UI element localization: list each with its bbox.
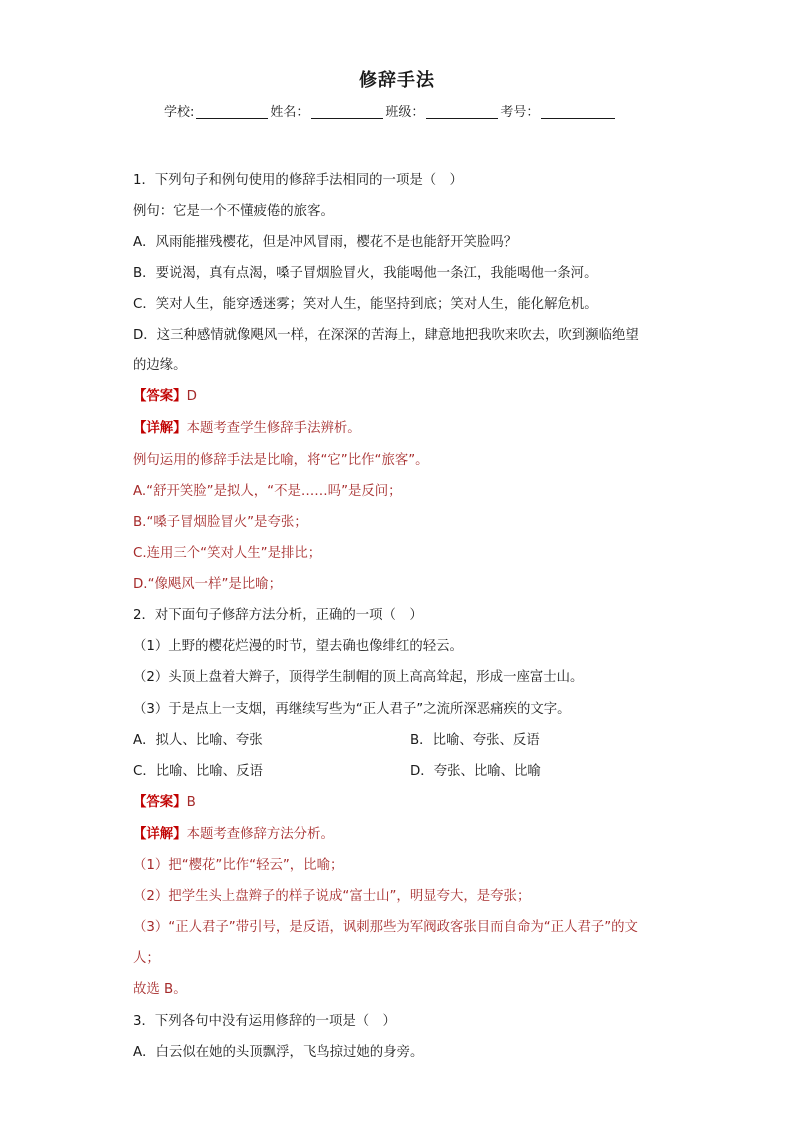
q2-sentence: （1）上野的樱花烂漫的时节，望去确也像绯红的轻云。 [133,639,463,654]
q2-detail [133,825,334,845]
student-info-line [164,101,617,120]
q1-stem: 1．下列句子和例句使用的修辞手法相同的一项是（ ） [133,173,463,188]
class-label: 班级： [385,105,425,120]
school-label: 学校: [164,105,195,120]
answer-value: B [186,795,196,810]
q2-sentence: （3）于是点上一支烟，再继续写些为“正人君子”之流所深恶痛疾的文字。 [133,702,571,717]
q2-stem: 2．对下面句子修辞方法分析，正确的一项（ ） [133,608,423,623]
school-blank[interactable] [196,104,268,119]
q1-detail-line: 例句运用的修辞手法是比喻，将“它”比作“旅客”。 [133,453,429,468]
q1-option-b: B．要说渴，真有点渴，嗓子冒烟脸冒火，我能喝他一条江，我能喝他一条河。 [133,266,598,281]
q1-option-d-cont: 的边缘。 [133,358,187,373]
q1-detail-line: D.“像飓风一样”是比喻； [133,577,282,592]
answer-value: D [186,389,197,404]
detail-label: 【详解】 [133,421,187,436]
detail-intro: 本题考查学生修辞手法辨析。 [186,421,361,436]
q1-option-c: C．笑对人生，能穿透迷雾；笑对人生，能坚持到底；笑对人生，能化解危机。 [133,297,598,312]
name-label: 姓名： [270,105,310,120]
exam-no-label: 考号： [500,105,540,120]
q1-detail [133,419,361,439]
detail-intro: 本题考查修辞方法分析。 [186,827,334,842]
exam-no-blank[interactable] [541,104,615,119]
class-blank[interactable] [426,104,498,119]
q1-detail-line: C.连用三个“笑对人生”是排比； [133,546,322,561]
answer-label: 【答案】 [133,389,187,404]
detail-label: 【详解】 [133,827,187,842]
answer-label: 【答案】 [133,795,187,810]
q3-option-a: A．白云似在她的头顶飘浮，飞鸟掠过她的身旁。 [133,1045,424,1060]
q2-detail-line: （3）“正人君子”带引号，是反语，讽刺那些为军阀政客张目而自命为“正人君子”的文 [133,920,638,935]
q2-option-a: A．拟人、比喻、夸张 [133,733,263,748]
q2-detail-line: （2）把学生头上盘辫子的样子说成“富士山”，明显夸大，是夸张； [133,889,531,904]
name-blank[interactable] [311,104,383,119]
q2-conclusion: 故选 B。 [133,982,187,997]
q1-detail-line: B.“嗓子冒烟脸冒火”是夸张； [133,515,308,530]
q2-option-d: D．夸张、比喻、比喻 [410,764,541,779]
q1-detail-line: A.“舒开笑脸”是拟人，“不是……吗”是反问； [133,484,402,499]
q2-sentence: （2）头顶上盘着大辫子，顶得学生制帽的顶上高高耸起，形成一座富士山。 [133,670,584,685]
q2-option-b: B．比喻、夸张、反语 [410,733,540,748]
q1-option-d: D．这三种感情就像飓风一样，在深深的苦海上，肆意地把我吹来吹去，吹到濒临绝望 [133,328,639,343]
q2-detail-line: 人； [133,951,160,966]
q2-answer [133,793,196,813]
q2-detail-line: （1）把“樱花”比作“轻云”，比喻； [133,858,344,873]
q1-option-a: A．风雨能摧残樱花，但是冲风冒雨，樱花不是也能舒开笑脸吗？ [133,235,518,250]
page-title: 修辞手法 [359,70,435,91]
q2-option-c: C．比喻、比喻、反语 [133,764,263,779]
q1-example: 例句：它是一个不懂疲倦的旅客。 [133,204,334,219]
q3-stem: 3．下列各句中没有运用修辞的一项是（ ） [133,1014,396,1029]
q1-answer [133,387,197,407]
